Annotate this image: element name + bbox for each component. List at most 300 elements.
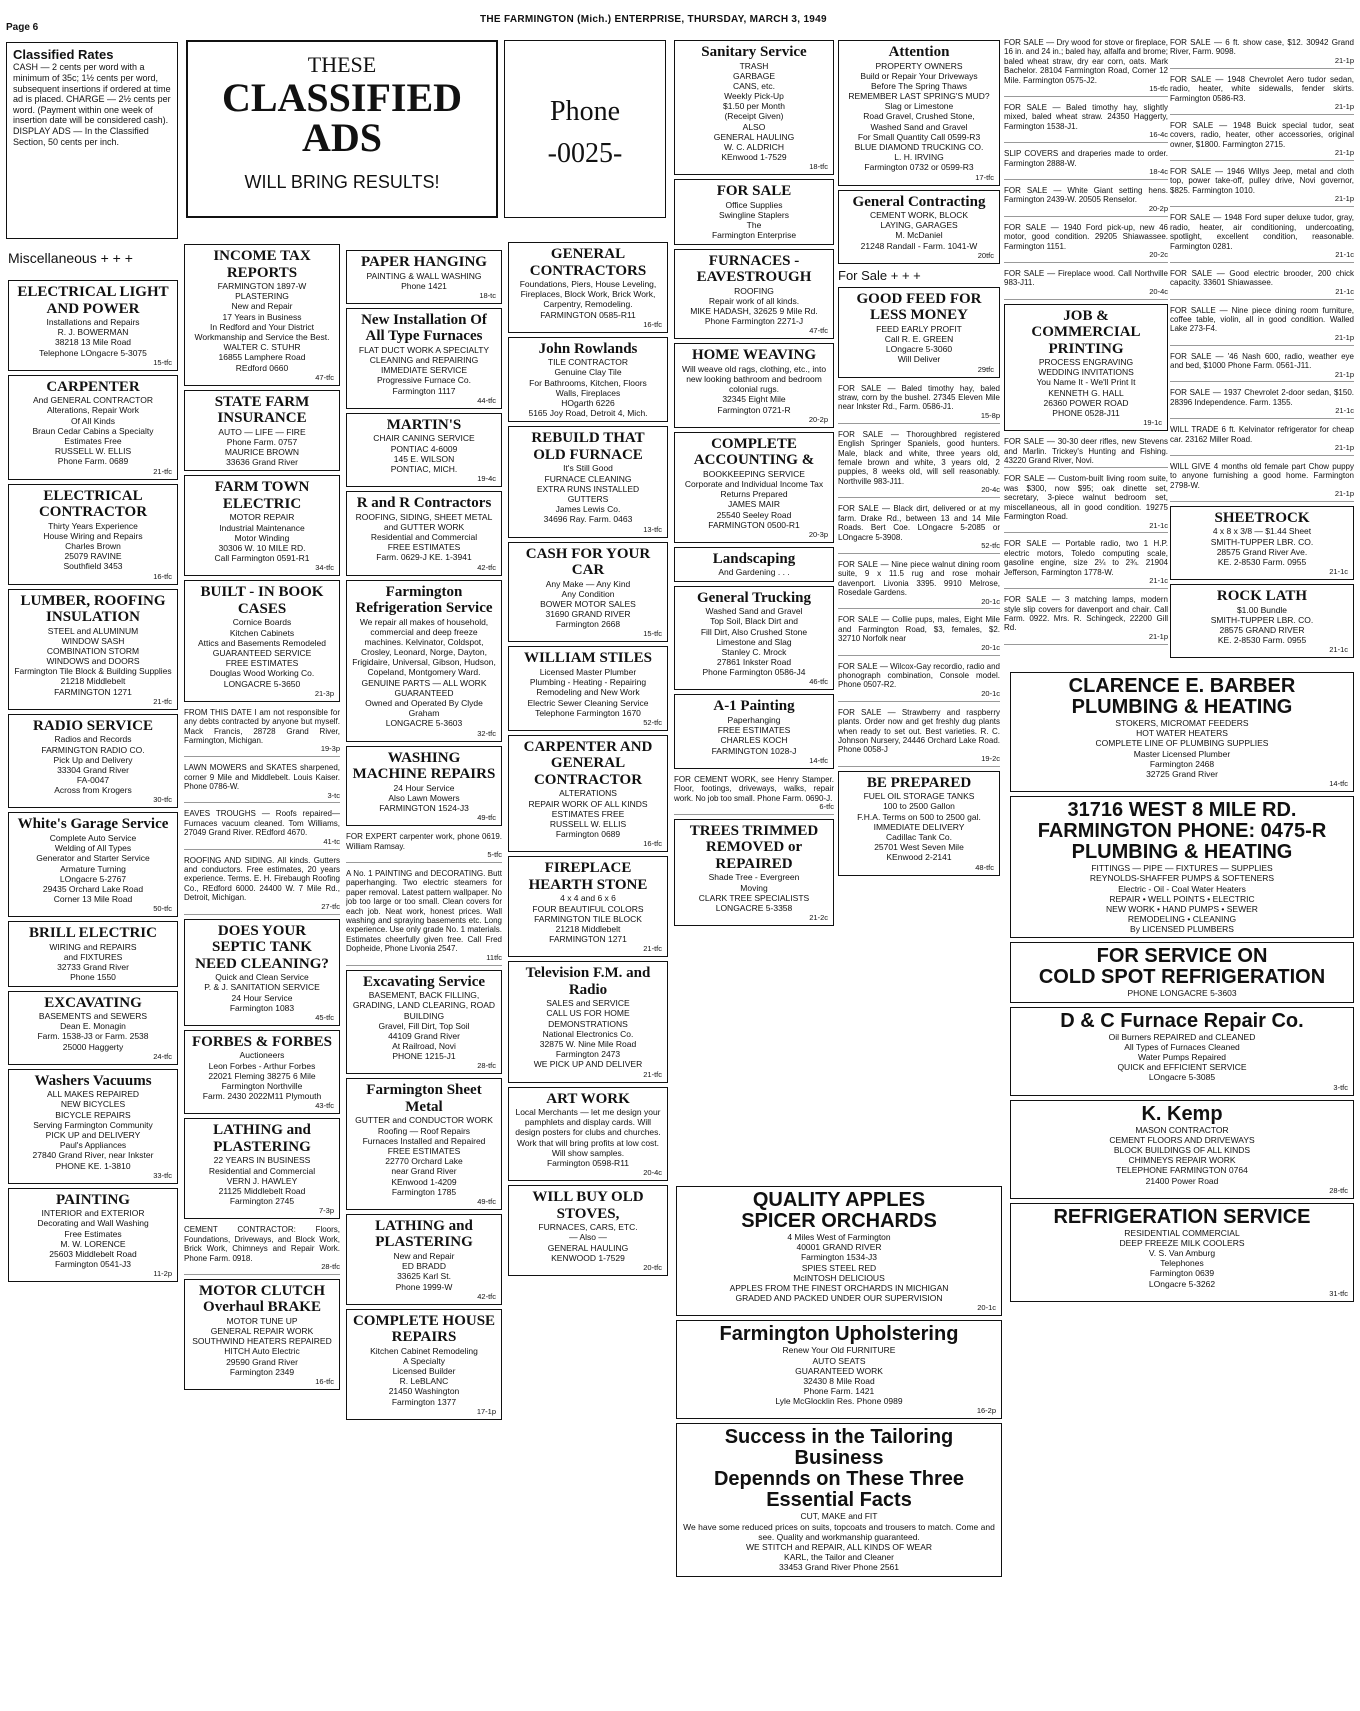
ad-subheadline: PLUMBING & HEATING bbox=[1071, 841, 1293, 864]
ad-headline: DOES YOUR SEPTIC TANK NEED CLEANING? bbox=[195, 922, 329, 972]
display-ad bbox=[674, 179, 834, 244]
display-ad bbox=[8, 921, 178, 986]
ad-body: 22 YEARS IN BUSINESS Residential and Commercial VERN J. HAWLEY 21125 Middlebelt Road Farmington 2745 bbox=[208, 1155, 316, 1207]
display-ad bbox=[508, 542, 668, 643]
ad-headline: Sanitary Service bbox=[701, 44, 807, 60]
ad-body: FLAT DUCT WORK A SPECIALTY CLEANING and REPAIRING IMMEDIATE SERVICE Progressive Furnace Co. Farmington 1117 bbox=[358, 344, 490, 396]
classified-line-ad bbox=[1004, 267, 1168, 300]
ad-text: FOR EXPERT carpenter work, phone 0619. William Ramsay. bbox=[346, 832, 502, 851]
classified-line-ad bbox=[1170, 165, 1354, 207]
classified-line-ad bbox=[1170, 386, 1354, 419]
ad-body: And Gardening . . . bbox=[718, 567, 790, 578]
ad-body: ROOFING Repair work of all kinds. MIKE HADASH, 32625 9 Mile Rd. Phone Farmington 2271-J bbox=[690, 285, 818, 327]
classified-line-ad bbox=[184, 706, 340, 758]
classified-rates bbox=[6, 42, 178, 239]
ad-code: 21-1p bbox=[1334, 148, 1354, 158]
ad-body: PHONE LONGACRE 5-3603 bbox=[1127, 988, 1237, 999]
ad-headline: FIREPLACE HEARTH STONE bbox=[528, 860, 648, 893]
ad-headline: General Trucking bbox=[696, 589, 812, 606]
column-1 bbox=[8, 280, 178, 1282]
classified-line-ad bbox=[1004, 435, 1168, 468]
ad-code: 42-tfc bbox=[477, 1291, 496, 1301]
ad-body: STEEL and ALUMINUM WINDOW SASH COMBINATION STORM WINDOWS and DOORS Farmington Tile Block & Building Supplies 21218 Middlebelt FARMINGTON 1271 bbox=[14, 625, 172, 697]
column-3 bbox=[346, 250, 502, 1420]
display-ad bbox=[184, 580, 340, 701]
ad-code: 19-2c bbox=[981, 753, 1000, 763]
ad-code: 31-tfc bbox=[1329, 1288, 1348, 1298]
ad-text: WILL GIVE 4 months old female part Chow puppy to anyone furnishing a good home. Farmington 2798-W. bbox=[1170, 461, 1354, 490]
display-ad bbox=[508, 337, 668, 423]
classified-line-ad bbox=[1004, 147, 1168, 180]
ad-body: FUEL OIL STORAGE TANKS 100 to 2500 Gallon F.H.A. Terms on 500 to 2500 gal. IMMEDIATE DELIVERY Cadillac Tank Co. 25701 West Seven Mile KEnwood 2-2141 bbox=[857, 791, 981, 863]
ad-subheadline: COLD SPOT REFRIGERATION bbox=[1038, 966, 1326, 989]
display-ad bbox=[184, 475, 340, 576]
display-ad bbox=[508, 1185, 668, 1276]
ad-subheadline: Depennds on These Three Essential Facts bbox=[713, 1468, 965, 1512]
classified-line-ad bbox=[1170, 211, 1354, 263]
ad-code: 21-1c bbox=[1335, 249, 1354, 259]
display-ad bbox=[838, 287, 1000, 378]
classified-line-ad bbox=[1004, 472, 1168, 533]
ad-headline: John Rowlands bbox=[538, 340, 638, 357]
ad-code: 16-tfc bbox=[643, 319, 662, 329]
ad-code: 21-1c bbox=[1329, 645, 1348, 655]
classified-line-ad bbox=[838, 428, 1000, 498]
display-ad bbox=[676, 1320, 1002, 1419]
classified-line-ad bbox=[1004, 36, 1168, 97]
miscellaneous-heading: Miscellaneous + + + bbox=[8, 250, 133, 266]
classified-line-ad bbox=[346, 867, 502, 966]
display-ad bbox=[8, 714, 178, 809]
ad-headline: GENERAL CONTRACTORS bbox=[529, 246, 647, 279]
page-header bbox=[0, 0, 1360, 40]
ad-headline: BRILL ELECTRIC bbox=[29, 925, 157, 942]
ad-text: FOR SALE — 30-30 deer rifles, new Stevens and Marlin. Trickey's Hunting and Fishing. 43220 Grand River, Novi. bbox=[1004, 437, 1168, 465]
ad-code: 52-tfc bbox=[981, 540, 1000, 550]
ad-body: BASEMENTS and SEWERS Dean E. Monagin Farm. 1538-J3 or Farm. 2538 25000 Haggerty bbox=[37, 1011, 149, 1052]
ad-headline: BUILT - IN BOOK CASES bbox=[200, 584, 324, 617]
ad-code: 6-tfc bbox=[819, 802, 834, 811]
ad-body: PROPERTY OWNERS Build or Repair Your Driveways Before The Spring Thaws REMEMBER LAST SPRING'S MUD? Slag or Limestone Road Gravel, Crushed Stone, Washed Sand and Gravel For Small Quantity Call 0599-R3 BLUE DIAMOND TRUCKING CO. L. H. IRVING Farmington 0732 or 0599-R3 bbox=[848, 60, 990, 173]
display-ad bbox=[1004, 304, 1168, 432]
ad-text: FOR SALE — 6 ft. show case, $12. 30942 Grand River, Farm. 9098. bbox=[1170, 38, 1354, 57]
classified-line-ad bbox=[346, 830, 502, 863]
ad-text: FOR SALE — Collie pups, males, Eight Mile and Farmington Road, $3, females, $2. 32710 Norfolk near bbox=[838, 615, 1000, 644]
display-ad bbox=[184, 1030, 340, 1114]
ad-headline: FORBES & FORBES bbox=[191, 1033, 333, 1050]
display-ad bbox=[8, 280, 178, 371]
phone-number: -0025- bbox=[547, 138, 623, 169]
ad-text: FOR SALE — 1948 Ford super deluxe tudor, gray, radio, heater, air conditioning, undercoating, spotlight, excellent condition, reasonable. Farmington 0281. bbox=[1170, 213, 1354, 251]
display-ad bbox=[1010, 1203, 1354, 1302]
ad-text: SLIP COVERS and draperies made to order. Farmington 2888-W. bbox=[1004, 149, 1168, 168]
classified-line-ad bbox=[838, 382, 1000, 424]
ad-body: Cornice Boards Kitchen Cabinets Attics and Basements Remodeled GUARANTEED SERVICE FREE ESTIMATES Douglas Wood Working Co. LONGACRE 5-3650 bbox=[197, 617, 327, 689]
ad-code: 3-tc bbox=[327, 790, 340, 800]
display-ad bbox=[674, 343, 834, 427]
ad-body: 24 Hour Service Also Lawn Mowers FARMINGTON 1524-J3 bbox=[379, 782, 469, 813]
ad-code: 20-4c bbox=[643, 1168, 662, 1178]
ad-code: 20tfc bbox=[977, 250, 994, 260]
display-ad bbox=[508, 735, 668, 852]
ad-headline: ELECTRICAL LIGHT AND POWER bbox=[17, 284, 169, 317]
display-ad bbox=[8, 589, 178, 710]
classified-line-ad bbox=[674, 773, 834, 815]
ad-headline: MARTIN'S bbox=[386, 416, 462, 433]
ad-code: 20-3p bbox=[808, 529, 828, 539]
ad-code: 41-tc bbox=[323, 836, 340, 846]
ad-headline: RADIO SERVICE bbox=[33, 717, 153, 734]
ad-code: 21-1p bbox=[1334, 102, 1354, 112]
ad-code: 52-tfc bbox=[643, 717, 662, 727]
ad-code: 21-1p bbox=[1334, 489, 1354, 499]
ad-body: 4 Miles West of Farmington 40001 GRAND RIVER Farmington 1534-J3 SPIES STEEL RED McINTOSH DELICIOUS APPLES FROM THE FINEST ORCHARDS IN MICHIGAN GRADED AND PACKED UNDER OUR SUPERVISION bbox=[729, 1232, 949, 1304]
ad-headline: D & C Furnace Repair Co. bbox=[1060, 1009, 1304, 1032]
ad-code: 32-tfc bbox=[477, 728, 496, 738]
ad-code: 34-tfc bbox=[315, 563, 334, 573]
ad-headline: SHEETROCK bbox=[1214, 509, 1310, 526]
display-ad bbox=[674, 819, 834, 926]
ad-body: Shade Tree - Evergreen Moving CLARK TREE SPECIALISTS LONGACRE 5-3358 bbox=[698, 872, 810, 913]
column-right-display bbox=[1010, 672, 1354, 1302]
ad-code: 16-4c bbox=[1149, 130, 1168, 140]
display-ad bbox=[676, 1186, 1002, 1316]
ad-text: FOR SALE — Black dirt, delivered or at my farm. Drake Rd., between 13 and 14 Mile Roads. Bert Coe. LOngacre 5-2085 or LOngacre 5-3908. bbox=[838, 504, 1000, 542]
rates-title: Classified Rates bbox=[13, 47, 114, 62]
ad-body: MASON CONTRACTOR CEMENT FLOORS AND DRIVEWAYS BLOCK BUILDINGS OF ALL KINDS CHIMNEYS REPAIR WORK TELEPHONE FARMINGTON 0764 21400 Power Road bbox=[1109, 1124, 1255, 1186]
ad-headline: COMPLETE HOUSE REPAIRS bbox=[352, 1312, 496, 1346]
classified-line-ad bbox=[838, 502, 1000, 554]
ad-code: 5-tfc bbox=[487, 850, 502, 859]
ad-body: Radios and Records FARMINGTON RADIO CO. Pick Up and Delivery 33304 Grand River FA-0047 Across from Krogers bbox=[41, 734, 145, 796]
ad-code: 21-3p bbox=[314, 688, 334, 698]
ad-code: 47-tfc bbox=[809, 326, 828, 336]
ad-code: 21-tfc bbox=[153, 696, 172, 706]
ad-headline: CARPENTER AND GENERAL CONTRACTOR bbox=[523, 738, 653, 788]
display-ad bbox=[674, 432, 834, 543]
ad-headline: JOB & COMMERCIAL PRINTING bbox=[1031, 307, 1141, 357]
display-ad bbox=[184, 1118, 340, 1219]
classified-line-ad bbox=[1004, 537, 1168, 589]
display-ad bbox=[8, 1069, 178, 1184]
display-ad bbox=[8, 1188, 178, 1283]
ad-headline: FOR SERVICE ON bbox=[1096, 945, 1268, 968]
ad-headline: REBUILD THAT OLD FURNACE bbox=[531, 430, 645, 463]
ad-body: MOTOR REPAIR Industrial Maintenance Motor Winding 30306 W. 10 MILE RD. Call Farmington 0591-R1 bbox=[214, 512, 310, 564]
ad-body: Thirty Years Experience House Wiring and Repairs Charles Brown 25079 RAVINE Southfield 3453 bbox=[43, 520, 143, 572]
classified-line-ad bbox=[1170, 350, 1354, 383]
ad-code: 21-1p bbox=[1334, 332, 1354, 342]
display-ad bbox=[674, 586, 834, 691]
rates-body: CASH — 2 cents per word with a minimum of 35c; 1½ cents per word, subsequent insertions if ordered at time ad is placed. CHARGE — 2½ cents per word. (Payment within one week of insertion date will be considered cash). DISPLAY ADS — In the Classified Section, 50 cents per inch. bbox=[13, 62, 171, 147]
ad-headline: GOOD FEED FOR LESS MONEY bbox=[856, 290, 982, 324]
ad-code: 21-1p bbox=[1334, 194, 1354, 204]
ad-code: 21-1p bbox=[1334, 442, 1354, 452]
ad-code: 13-tfc bbox=[643, 524, 662, 534]
ad-text: FROM THIS DATE I am not responsible for any debts contracted by anyone but myself. Mack Francis, 28728 Grand River, Farmington, Michigan. bbox=[184, 707, 340, 745]
ad-headline: FARM TOWN ELECTRIC bbox=[214, 479, 310, 512]
ad-code: 18-tfc bbox=[809, 162, 828, 172]
ad-text: FOR SALE — Baled timothy hay, slightly mixed, baled wheat straw. 24350 Haggerty, Farmington 1538-J1. bbox=[1004, 103, 1168, 131]
ad-body: 4 x 4 and 6 x 6 FOUR BEAUTIFUL COLORS FARMINGTON TILE BLOCK 21218 Middlebelt FARMINGTON 1271 bbox=[532, 893, 644, 945]
ad-body: GUTTER and CONDUCTOR WORK Roofing — Roof Repairs Furnaces Installed and Repaired FREE ESTIMATES 22770 Orchard Lake near Grand River KEnwood 1-4209 Farmington 1785 bbox=[355, 1115, 493, 1197]
ad-text: FOR SALE — Good electric brooder, 200 chick capacity. 33601 Shiawassee. bbox=[1170, 268, 1354, 288]
classified-line-ad bbox=[1170, 460, 1354, 502]
ad-body: STOKERS, MICROMAT FEEDERS HOT WATER HEATERS COMPLETE LINE OF PLUMBING SUPPLIES Master Licensed Plumber Farmington 2468 32725 Grand River bbox=[1095, 718, 1269, 779]
ad-body: INTERIOR and EXTERIOR Decorating and Wall Washing Free Estimates M. W. LORENCE 25603 Middlebelt Road Farmington 0541-J3 bbox=[37, 1208, 149, 1270]
ad-body: Foundations, Piers, House Leveling, Fireplaces, Block Work, Brick Work, Carpentry, Remodeling. FARMINGTON 0585-R11 bbox=[519, 279, 657, 320]
ad-body: 4 x 8 x 3/8 — $1.44 Sheet SMITH-TUPPER LBR. CO. 28575 Grand River Ave. KE. 2-8530 Farm. 0955 bbox=[1210, 526, 1314, 568]
display-ad bbox=[508, 856, 668, 957]
ad-code: 16-2p bbox=[976, 1406, 996, 1416]
ad-code: 21-1p bbox=[1334, 369, 1354, 379]
display-ad bbox=[346, 308, 502, 409]
display-ad bbox=[838, 40, 1000, 186]
ad-code: 46-tfc bbox=[809, 677, 828, 687]
display-ad bbox=[8, 484, 178, 585]
classified-line-ad bbox=[1170, 36, 1354, 69]
ad-headline: WILLIAM STILES bbox=[524, 650, 652, 667]
ad-text: EAVES TROUGHS — Roofs repaired—Furnaces vacuum cleaned. Tom Williams, 27049 Grand River. REdford 4670. bbox=[184, 809, 340, 838]
display-ad bbox=[508, 961, 668, 1082]
ad-text: FOR CEMENT WORK, see Henry Stamper. Floor, footings, driveways, walks, repair work. No job too small. Phone Farm. 0690-J. bbox=[674, 774, 834, 803]
ad-code: 15-tfc bbox=[1149, 84, 1168, 94]
display-ad bbox=[184, 1279, 340, 1390]
classified-line-ad bbox=[838, 558, 1000, 610]
ad-headline: Excavating Service bbox=[362, 973, 486, 990]
ad-code: 16-tfc bbox=[643, 839, 662, 849]
phone-label: Phone bbox=[550, 96, 620, 127]
ad-headline: EXCAVATING bbox=[44, 994, 142, 1011]
display-ad bbox=[508, 646, 668, 730]
display-ad bbox=[1170, 584, 1354, 658]
ad-code: 21-1c bbox=[1149, 576, 1168, 586]
hero-ads: ADS bbox=[301, 115, 383, 160]
display-ad bbox=[674, 249, 834, 340]
ad-text: FOR SALE — Baled timothy hay, baled straw, corn by the bushel. 27345 Eleven Mile near Inkster Rd., Farm. 0586-J1. bbox=[838, 383, 1000, 412]
ad-headline: New Installation Of All Type Furnaces bbox=[361, 311, 487, 345]
ad-code: 21-1p bbox=[1148, 631, 1168, 641]
classified-line-ad bbox=[184, 1223, 340, 1275]
ad-headline: R and R Contractors bbox=[356, 495, 492, 512]
ad-headline: FOR SALE bbox=[716, 183, 792, 200]
ad-body: Licensed Master Plumber Plumbing - Heating - Repairing Remodeling and New Work Electric Sewer Cleaning Service Telephone Farmington 1670 bbox=[527, 666, 649, 718]
display-ad bbox=[184, 244, 340, 386]
classified-line-ad bbox=[1170, 119, 1354, 161]
ad-body: ROOFING, SIDING, SHEET METAL and GUTTER WORK Residential and Commercial FREE ESTIMATES Farm. 0629-J KE. 1-3941 bbox=[355, 511, 493, 563]
ad-code: 21-tfc bbox=[643, 944, 662, 954]
ad-text: FOR SALE — Portable radio, two 1 H.P. electric motors, Toledo computing scale, gasoline engine, size 2¼ to 2¾. 21904 Jefferson, Farmington 1778-W. bbox=[1004, 539, 1168, 577]
ad-body: SALES and SERVICE CALL US FOR HOME DEMONSTRATIONS National Electronics Co. 32875 W. Nine Mile Road Farmington 2473 WE PICK UP AND DELIVER bbox=[533, 998, 643, 1070]
ad-body: BASEMENT, BACK FILLING, GRADING, LAND CLEARING, ROAD BUILDING Gravel, Fill Dirt, Top Soil 44109 Grand River At Railroad, Novi PHONE 1215-J1 bbox=[352, 990, 496, 1062]
ad-headline: MOTOR CLUTCH Overhaul BRAKE bbox=[199, 1282, 325, 1316]
ad-code: 3-tfc bbox=[1333, 1082, 1348, 1092]
ad-headline: PAINTING bbox=[56, 1191, 130, 1208]
ad-text: FOR SALE — 3 matching lamps, modern style slip covers for davenport and chair. Call Farm. 0922. Mrs. R. Schingeck, 22200 Gill Rd. bbox=[1004, 595, 1168, 633]
classified-line-ad bbox=[838, 706, 1000, 767]
classified-line-ad bbox=[184, 807, 340, 849]
classified-line-ad bbox=[1004, 184, 1168, 217]
ad-code: 20-2p bbox=[808, 414, 828, 424]
display-ad bbox=[1170, 506, 1354, 580]
ad-body: We repair all makes of household, commercial and deep freeze machines. Kelvinator, Coldspot, Crosley, Leonard, Norge, Dayton, Frigidaire, Universal, Gibson, Hudson, Copeland, Montgomery Ward. GENUINE PARTS — ALL WORK GUARANTEED Owned and Operated By Clyde Graham LONGACRE 5-3603 bbox=[352, 616, 496, 729]
ad-code: 20-1c bbox=[981, 596, 1000, 606]
ad-code: 16-tfc bbox=[315, 1376, 334, 1386]
ad-headline: A-1 Painting bbox=[713, 698, 795, 715]
display-ad bbox=[8, 375, 178, 480]
ad-code: 18-tc bbox=[479, 290, 496, 300]
ad-headline: COMPLETE ACCOUNTING & bbox=[693, 435, 815, 469]
ad-body: Oil Burners REPAIRED and CLEANED All Types of Furnaces Cleaned Water Pumps Repaired QUICK and EFFICIENT SERVICE LOngacre 5-3085 bbox=[1108, 1031, 1256, 1083]
ad-headline: TREES TRIMMED REMOVED or REPAIRED bbox=[689, 822, 819, 872]
ad-body: FARMINGTON 1897-W PLASTERING New and Repair 17 Years in Business In Redford and Your District Workmanship and Service the Best. WALTER C. STUHR 16855 Lamphere Road REdford 0660 bbox=[194, 281, 330, 373]
ad-code: 21-1c bbox=[1335, 286, 1354, 296]
ad-headline: Washers Vacuums bbox=[34, 1072, 152, 1089]
ad-code: 20-1c bbox=[977, 1303, 996, 1313]
column-8 bbox=[1170, 36, 1354, 658]
display-ad bbox=[674, 40, 834, 175]
ad-subheadline: PLUMBING & HEATING bbox=[1071, 696, 1293, 718]
ad-body: Any Make — Any Kind Any Condition BOWER MOTOR SALES 31690 GRAND RIVER Farmington 2668 bbox=[540, 578, 636, 630]
ad-body: Auctioneers Leon Forbes - Arthur Forbes 22021 Fleming 38275 6 Mile Farmington Northville Farm. 2430 2022M11 Plymouth bbox=[202, 1050, 322, 1102]
column-5 bbox=[674, 40, 834, 926]
ad-body: Paperhanging FREE ESTIMATES CHARLES KOCH FARMINGTON 1028-J bbox=[711, 714, 797, 756]
classified-line-ad bbox=[1170, 73, 1354, 115]
classified-line-ad bbox=[838, 660, 1000, 702]
hero-classified: CLASSIFIED bbox=[221, 75, 463, 120]
classified-line-ad bbox=[1004, 593, 1168, 645]
ad-code: 17-tfc bbox=[975, 172, 994, 182]
display-ad bbox=[838, 771, 1000, 876]
display-ad bbox=[184, 919, 340, 1026]
display-ad bbox=[838, 190, 1000, 264]
ad-code: 33-tfc bbox=[153, 1170, 172, 1180]
ad-code: 21-tfc bbox=[643, 1069, 662, 1079]
display-ad bbox=[346, 413, 502, 487]
ad-code: 11-2p bbox=[153, 1269, 172, 1279]
ad-code: 16-tfc bbox=[153, 571, 172, 581]
ad-body: FITTINGS — PIPE — FIXTURES — SUPPLIES REYNOLDS-SHAFFER PUMPS & SOFTENERS Electric - Oil - Coal Water Heaters REPAIR • WELL POINTS • ELECTRIC NEW WORK • HAND PUMPS • SEWER REMODELING • CLEANING By LICENSED PLUMBERS bbox=[1089, 863, 1275, 935]
ad-code: 49-tfc bbox=[477, 1196, 496, 1206]
ad-code: 19-1c bbox=[1143, 418, 1162, 428]
ad-headline: Television F.M. and Radio bbox=[525, 965, 651, 998]
display-ad bbox=[1010, 672, 1354, 792]
ad-body: Office Supplies Swingline Staplers The Farmington Enterprise bbox=[711, 199, 797, 241]
ad-headline: REFRIGERATION SERVICE bbox=[1053, 1205, 1311, 1228]
ad-body: PAINTING & WALL WASHING Phone 1421 bbox=[366, 270, 482, 291]
ad-headline: WILL BUY OLD STOVES, bbox=[532, 1189, 644, 1222]
ad-body: ALTERATIONS REPAIR WORK OF ALL KINDS ESTIMATES FREE RUSSELL W. ELLIS Farmington 0689 bbox=[528, 788, 648, 840]
ad-code: 30-tfc bbox=[153, 795, 172, 805]
display-ad bbox=[508, 242, 668, 333]
ad-code: 43-tfc bbox=[315, 1101, 334, 1111]
display-ad bbox=[674, 694, 834, 768]
ad-text: FOR SALE — Strawberry and raspberry plants. Order now and get freshly dug plants when ready to set out. Best varieties. R. C. Johnson Nursery, 24446 Orchard Lake Road. Phone 0058-J bbox=[838, 707, 1000, 755]
ad-code: 20-2p bbox=[1148, 203, 1168, 213]
ad-code: 20-2c bbox=[1149, 249, 1168, 259]
ad-text: FOR SALE — 1946 Willys Jeep, metal and cloth top, power take-off, pulley drive, Novi governor, $825. Farmington 1010. bbox=[1170, 167, 1354, 195]
ad-code: 21-1c bbox=[1149, 520, 1168, 530]
display-ad bbox=[508, 426, 668, 537]
ad-headline: PAPER HANGING bbox=[361, 254, 487, 270]
ad-body: FURNACES, CARS, ETC. — Also — GENERAL HAULING KENWOOD 1-7529 bbox=[538, 1222, 638, 1263]
classified-line-ad bbox=[838, 613, 1000, 655]
ad-body: FEED EARLY PROFIT Call R. E. GREEN LOngacre 5-3060 Will Deliver bbox=[876, 323, 962, 365]
ad-text: FOR SALE — Wilcox-Gay recordio, radio and phonograph combination, Console model. Phone 0507-R2. bbox=[838, 661, 1000, 690]
ad-code: 15-8p bbox=[980, 410, 1000, 420]
ad-code: 27-tfc bbox=[321, 901, 340, 911]
classified-line-ad bbox=[1170, 423, 1354, 456]
ad-body: BOOKKEEPING SERVICE Corporate and Individual Income Tax Returns Prepared JAMES MAIR 25540 Seeley Road FARMINGTON 0500-R1 bbox=[684, 468, 824, 530]
ad-code: 20-4c bbox=[1149, 286, 1168, 296]
classified-line-ad bbox=[1004, 101, 1168, 143]
ad-body: WIRING and REPAIRS and FIXTURES 32733 Grand River Phone 1550 bbox=[49, 941, 137, 983]
ad-text: FOR SALLE — Nine piece dining room furniture, coffee table, violin, all in good condition. Walled Lake 273-F4. bbox=[1170, 305, 1354, 334]
ad-text: FOR SALE — 1948 Buick special tudor, seat covers, radio, heater, other accessories, original owner, $1800. Farmington 2715. bbox=[1170, 120, 1354, 149]
ad-code: 18-4c bbox=[1149, 167, 1168, 177]
ad-text: FOR SALE — Thoroughbred registered English Springer Spaniels, good hunters. Male, black and white, three years old, female brown and white, 3 years old, 2 puppies, 8 weeks old, will sell reasonably. Northville 983-J11. bbox=[838, 429, 1000, 486]
column-2 bbox=[184, 244, 340, 1390]
ad-body: Renew Your Old FURNITURE AUTO SEATS GUARANTEED WORK 32430 8 Mile Road Phone Farm. 1421 Lyle McGlocklin Res. Phone 0989 bbox=[775, 1345, 903, 1407]
ad-body: AUTO — LIFE — FIRE Phone Farm. 0757 MAURICE BROWN 33636 Grand River bbox=[218, 426, 306, 468]
ad-body: New and Repair ED BRADD 33625 Karl St. Phone 1999-W bbox=[393, 1250, 455, 1292]
ad-headline: ROCK LATH bbox=[1216, 588, 1308, 605]
ad-headline: STATE FARM INSURANCE bbox=[214, 393, 310, 427]
classified-line-ad bbox=[184, 761, 340, 803]
ad-code: 29tfc bbox=[977, 364, 994, 374]
ad-body: PROCESS ENGRAVING WEDDING INVITATIONS You Name It - We'll Print It KENNETH G. HALL 26360 POWER ROAD PHONE 0528-J11 bbox=[1036, 357, 1136, 418]
ad-body: And GENERAL CONTRACTOR Alterations, Repair Work Of All Kinds Braun Cedar Cabins a Specialty Estimates Free RUSSELL W. ELLIS Phone Farm. 0689 bbox=[32, 395, 154, 467]
display-ad bbox=[676, 1423, 1002, 1576]
ad-headline: ART WORK bbox=[546, 1090, 630, 1107]
display-ad bbox=[346, 746, 502, 827]
classified-line-ad bbox=[184, 854, 340, 915]
ad-code: 15-tfc bbox=[153, 357, 172, 367]
display-ad bbox=[1010, 942, 1354, 1002]
ad-headline: Farmington Refrigeration Service bbox=[355, 583, 493, 616]
ad-headline: White's Garage Service bbox=[17, 816, 169, 833]
ad-text: LAWN MOWERS and SKATES sharpened, corner 9 Mile and Middlebelt. Louis Kaiser. Phone 0786-W. bbox=[184, 763, 340, 792]
ad-code: 50-tfc bbox=[153, 904, 172, 914]
ad-code: 44-tfc bbox=[477, 395, 496, 405]
display-ad bbox=[8, 812, 178, 917]
ad-text: FOR SALE — 1937 Chevrolet 2-door sedan, $150. 28396 Independence. Farm. 1355. bbox=[1170, 388, 1354, 407]
ad-headline: LUMBER, ROOFING INSULATION bbox=[20, 592, 166, 625]
ad-body: Local Merchants — let me design your pamphlets and display cards. Will design posters for clubs and churches. Work that will bring profits at low cost. Will show samples. Farmington 0598-R11 bbox=[515, 1107, 661, 1168]
column-bottom-display bbox=[676, 1186, 1002, 1577]
display-ad bbox=[346, 970, 502, 1075]
ad-headline: CLARENCE E. BARBER bbox=[1068, 675, 1296, 697]
page-number: Page 6 bbox=[6, 22, 39, 33]
column-4 bbox=[508, 242, 668, 1276]
ad-headline: Farmington Upholstering bbox=[719, 1323, 959, 1346]
ad-code: 48-tfc bbox=[975, 862, 994, 872]
ad-body: ALL MAKES REPAIRED NEW BICYCLES BICYCLE REPAIRS Serving Farmington Community PICK UP and DELIVERY Paul's Appliances 27840 Grand River, near Inkster PHONE KE. 1-3810 bbox=[32, 1089, 154, 1171]
ad-headline: HOME WEAVING bbox=[691, 347, 817, 364]
ad-text: FOR SALE — '46 Nash 600, radio, weather eye and bed, $1000 Phone Farm. 0561-J11. bbox=[1170, 351, 1354, 371]
ad-code: 42-tfc bbox=[477, 562, 496, 572]
ad-code: 21-2c bbox=[809, 913, 828, 923]
ad-headline: WASHING MACHINE REPAIRS bbox=[352, 749, 496, 783]
ad-text: A No. 1 PAINTING and DECORATING. Butt paperhanging. Two electric steamers for paper removal. Latest pattern wallpaper. No job too large or too small. Clean covers for each job. Neat work, honest prices. Wall washing and spraying basements etc. Long experience. Use only grade No. 1 materials. Estimates cheerfully given free. Call Fred Dopheide, Phone Livonia 2547. bbox=[346, 868, 502, 954]
ad-text: FOR SALE — 1948 Chevrolet Aero tudor sedan, radio, heater, white sidewalls, fender skirts. Farmington 0586-R3. bbox=[1170, 74, 1354, 103]
ad-headline: General Contracting bbox=[852, 193, 986, 210]
ad-text: FOR SALE — Fireplace wood. Call Northville 983-J11. bbox=[1004, 268, 1168, 288]
classified-hero bbox=[186, 40, 498, 218]
ad-headline: QUALITY APPLES bbox=[752, 1189, 926, 1211]
ad-headline: ELECTRICAL CONTRACTOR bbox=[38, 487, 148, 521]
ad-headline: BE PREPARED bbox=[866, 774, 972, 791]
